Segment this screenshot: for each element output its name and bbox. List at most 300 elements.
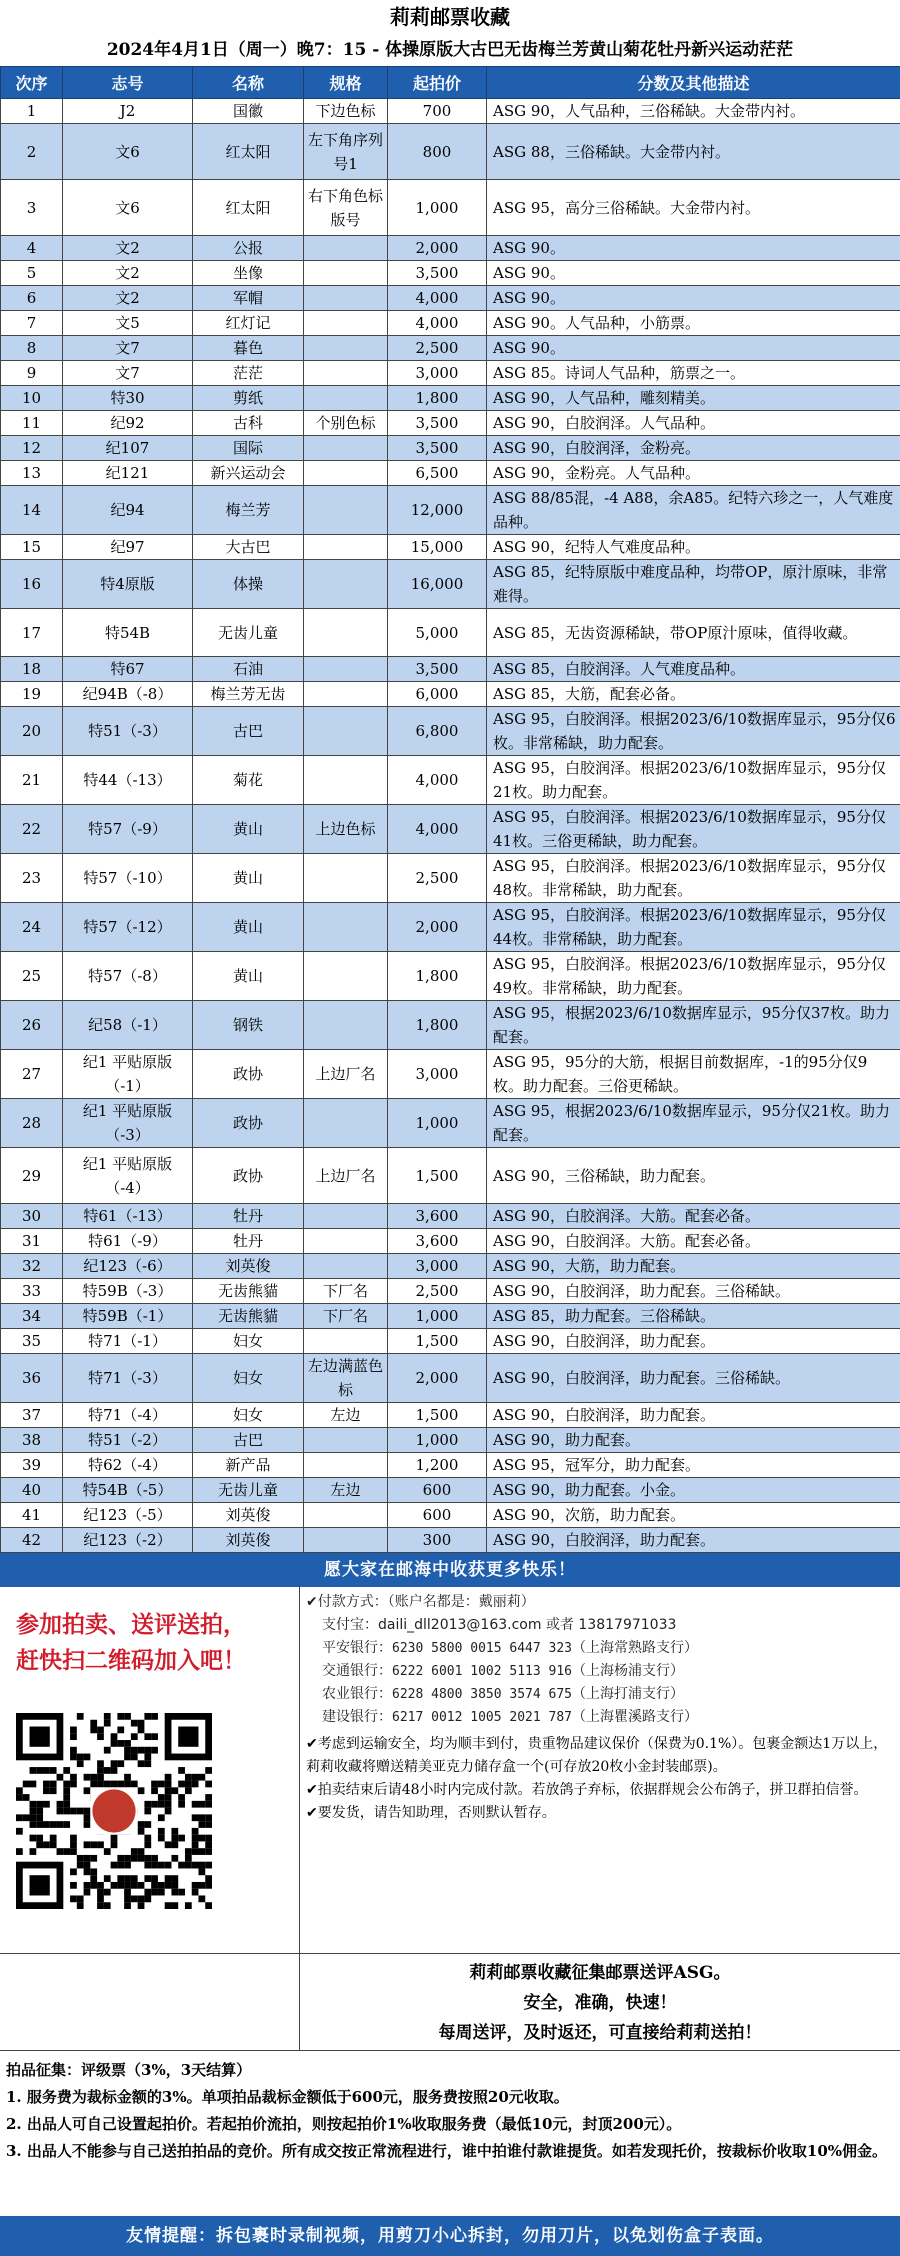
lot-name: 大古巴 [193, 535, 304, 560]
table-row [1, 1001, 900, 1050]
table-row [1, 952, 900, 1001]
lot-desc: ASG 85，纪特原版中难度品种，均带OP，原汁原味，非常难得。 [487, 560, 900, 609]
bank-account: 6228 4800 3850 3574 675 [392, 1687, 573, 1702]
lot-price: 2,500 [388, 336, 487, 361]
invite-line-1: 莉莉邮票收藏征集邮票送评ASG。 [469, 1963, 731, 1983]
lot-spec [304, 1204, 388, 1229]
lot-price: 3,000 [388, 361, 487, 386]
lot-no: 22 [1, 805, 63, 854]
lot-code: 特67 [63, 657, 193, 682]
qr-code-icon[interactable] [16, 1713, 212, 1909]
lot-price: 4,000 [388, 756, 487, 805]
lot-code: 纪121 [63, 461, 193, 486]
bank-account: 6230 5800 0015 6447 323 [392, 1641, 573, 1656]
lot-no: 23 [1, 854, 63, 903]
lot-name: 国际 [193, 436, 304, 461]
lot-desc: ASG 85。诗词人气品种，筋票之一。 [487, 361, 900, 386]
lot-no: 26 [1, 1001, 63, 1050]
lot-name: 妇女 [193, 1329, 304, 1354]
table-row [1, 386, 900, 411]
lot-spec [304, 311, 388, 336]
note-payment-deadline: ✔拍卖结束后请48小时内完成付款。若放鸽子弃标，依据群规会公布鸽子，拼卫群拍信誉。 [306, 1782, 868, 1798]
table-row [1, 261, 900, 286]
lot-name: 刘英俊 [193, 1254, 304, 1279]
lot-code: J2 [63, 99, 193, 124]
lot-desc: ASG 90。 [487, 236, 900, 261]
lot-spec [304, 682, 388, 707]
lot-price: 3,500 [388, 411, 487, 436]
lot-no: 32 [1, 1254, 63, 1279]
lot-no: 2 [1, 124, 63, 180]
table-row [1, 682, 900, 707]
lot-code: 文2 [63, 236, 193, 261]
lot-name: 军帽 [193, 286, 304, 311]
lot-code: 特59B（-3） [63, 1279, 193, 1304]
lot-spec: 左下角序列号1 [304, 124, 388, 180]
lot-code: 特4原版 [63, 560, 193, 609]
table-row [1, 1254, 900, 1279]
lot-code: 特54B（-5） [63, 1478, 193, 1503]
lot-code: 纪1 平贴原版（-1） [63, 1050, 193, 1099]
promo-line-2: 赶快扫二维码加入吧！ [16, 1647, 246, 1674]
lot-name: 黄山 [193, 952, 304, 1001]
lot-price: 600 [388, 1503, 487, 1528]
lot-no: 12 [1, 436, 63, 461]
lot-price: 1,800 [388, 1001, 487, 1050]
lot-name: 体操 [193, 560, 304, 609]
lot-name: 无齿儿童 [193, 1478, 304, 1503]
lot-spec: 个别色标 [304, 411, 388, 436]
lot-no: 39 [1, 1453, 63, 1478]
table-row [1, 535, 900, 560]
lot-name: 梅兰芳无齿 [193, 682, 304, 707]
lot-name: 政协 [193, 1050, 304, 1099]
lot-code: 纪92 [63, 411, 193, 436]
table-row [1, 180, 900, 236]
lot-code: 文2 [63, 286, 193, 311]
lot-spec [304, 1528, 388, 1553]
bank-branch: （上海打浦支行） [572, 1686, 685, 1702]
lot-no: 3 [1, 180, 63, 236]
lot-code: 文6 [63, 180, 193, 236]
lot-desc: ASG 90。 [487, 336, 900, 361]
col-header-spec: 规格 [304, 67, 388, 99]
lot-spec [304, 336, 388, 361]
lot-no: 27 [1, 1050, 63, 1099]
table-row [1, 436, 900, 461]
table-row [1, 903, 900, 952]
table-row [1, 657, 900, 682]
lot-price: 2,500 [388, 1279, 487, 1304]
lot-no: 7 [1, 311, 63, 336]
lot-code: 特59B（-1） [63, 1304, 193, 1329]
lot-code: 特61（-13） [63, 1204, 193, 1229]
lot-price: 700 [388, 99, 487, 124]
lot-price: 1,500 [388, 1329, 487, 1354]
lot-code: 纪123（-2） [63, 1528, 193, 1553]
lot-spec [304, 657, 388, 682]
lot-price: 3,000 [388, 1050, 487, 1099]
lot-desc: ASG 90，助力配套。小金。 [487, 1478, 900, 1503]
lot-spec: 上边厂名 [304, 1050, 388, 1099]
lot-price: 2,000 [388, 1354, 487, 1403]
lot-code: 纪1 平贴原版（-4） [63, 1148, 193, 1204]
lot-spec [304, 560, 388, 609]
lot-no: 35 [1, 1329, 63, 1354]
bank-label: 交通银行： [322, 1663, 392, 1679]
invite-line-3: 每周送评，及时返还，可直接给莉莉送拍！ [438, 2023, 762, 2043]
lot-code: 文2 [63, 261, 193, 286]
table-row [1, 1503, 900, 1528]
lot-desc: ASG 95，根据2023/6/10数据库显示，95分仅21枚。助力配套。 [487, 1099, 900, 1148]
lot-spec [304, 261, 388, 286]
lot-spec [304, 1099, 388, 1148]
bank-label: 平安银行： [322, 1640, 392, 1656]
table-row [1, 1453, 900, 1478]
lot-desc: ASG 90，纪特人气难度品种。 [487, 535, 900, 560]
lot-price: 600 [388, 1478, 487, 1503]
lot-name: 牡丹 [193, 1229, 304, 1254]
lot-spec: 下边色标 [304, 99, 388, 124]
lot-no: 25 [1, 952, 63, 1001]
lot-code: 特71（-4） [63, 1403, 193, 1428]
lot-price: 1,800 [388, 952, 487, 1001]
lot-price: 800 [388, 124, 487, 180]
table-row [1, 1329, 900, 1354]
lot-no: 1 [1, 99, 63, 124]
lot-price: 4,000 [388, 286, 487, 311]
lot-code: 特57（-8） [63, 952, 193, 1001]
lot-spec [304, 903, 388, 952]
lot-desc: ASG 88，三俗稀缺。大金带内衬。 [487, 124, 900, 180]
lot-spec [304, 1254, 388, 1279]
lot-desc: ASG 90，白胶润泽。大筋。配套必备。 [487, 1229, 900, 1254]
lot-no: 21 [1, 756, 63, 805]
lot-no: 29 [1, 1148, 63, 1204]
lot-spec [304, 361, 388, 386]
table-row [1, 124, 900, 180]
mid-banner: 愿大家在邮海中收获更多快乐！ [0, 1553, 900, 1587]
auction-lots-table [0, 66, 900, 1553]
lot-price: 1,500 [388, 1148, 487, 1204]
lot-code: 特51（-2） [63, 1428, 193, 1453]
table-row [1, 236, 900, 261]
lot-code: 特30 [63, 386, 193, 411]
lot-spec [304, 707, 388, 756]
lot-desc: ASG 90，人气品种，雕刻精美。 [487, 386, 900, 411]
lot-name: 石油 [193, 657, 304, 682]
lot-no: 34 [1, 1304, 63, 1329]
alipay-label: 支付宝： [322, 1617, 378, 1633]
lot-name: 菊花 [193, 756, 304, 805]
lot-name: 妇女 [193, 1403, 304, 1428]
lot-no: 41 [1, 1503, 63, 1528]
lot-no: 19 [1, 682, 63, 707]
lot-spec [304, 854, 388, 903]
lot-name: 新兴运动会 [193, 461, 304, 486]
lot-price: 1,000 [388, 1304, 487, 1329]
lot-price: 12,000 [388, 486, 487, 535]
promo-text [0, 1587, 299, 1679]
lot-spec: 下厂名 [304, 1304, 388, 1329]
lot-name: 红太阳 [193, 124, 304, 180]
lot-price: 2,500 [388, 854, 487, 903]
invite-line-2: 安全，准确，快速！ [523, 1993, 677, 2013]
lot-spec [304, 461, 388, 486]
lot-price: 15,000 [388, 535, 487, 560]
table-row [1, 756, 900, 805]
lot-desc: ASG 95，冠军分，助力配套。 [487, 1453, 900, 1478]
invite-section [0, 1954, 900, 2051]
lot-code: 特57（-12） [63, 903, 193, 952]
lot-spec [304, 756, 388, 805]
bank-account: 6222 6001 1002 5113 916 [392, 1664, 573, 1679]
lot-no: 10 [1, 386, 63, 411]
lot-desc: ASG 95，白胶润泽。根据2023/6/10数据库显示，95分仅49枚。非常稀缺，助力配套。 [487, 952, 900, 1001]
lot-no: 40 [1, 1478, 63, 1503]
lot-no: 20 [1, 707, 63, 756]
lot-no: 14 [1, 486, 63, 535]
table-row [1, 1050, 900, 1099]
lot-spec: 左边 [304, 1478, 388, 1503]
lot-spec [304, 486, 388, 535]
table-row [1, 560, 900, 609]
consignment-rules [0, 2051, 900, 2229]
lot-no: 4 [1, 236, 63, 261]
lot-desc: ASG 85，大筋，配套必备。 [487, 682, 900, 707]
lot-spec: 上边色标 [304, 805, 388, 854]
lot-spec [304, 1229, 388, 1254]
table-row [1, 1304, 900, 1329]
lot-code: 纪97 [63, 535, 193, 560]
lot-spec: 下厂名 [304, 1279, 388, 1304]
table-row [1, 286, 900, 311]
lot-desc: ASG 95，白胶润泽。根据2023/6/10数据库显示，95分仅21枚。助力配套。 [487, 756, 900, 805]
lot-no: 8 [1, 336, 63, 361]
invite-spacer [0, 1954, 300, 2050]
bank-label: 农业银行： [322, 1686, 392, 1702]
bank-line [306, 1683, 900, 1706]
contact-section [0, 1587, 900, 1954]
lot-code: 纪1 平贴原版（-3） [63, 1099, 193, 1148]
col-header-desc: 分数及其他描述 [487, 67, 900, 99]
lot-desc: ASG 90，白胶润泽，助力配套。三俗稀缺。 [487, 1354, 900, 1403]
lot-desc: ASG 90。 [487, 286, 900, 311]
lot-no: 13 [1, 461, 63, 486]
lot-code: 特51（-3） [63, 707, 193, 756]
lot-desc: ASG 95，白胶润泽。根据2023/6/10数据库显示，95分仅48枚。非常稀缺，助力配套。 [487, 854, 900, 903]
table-row [1, 1148, 900, 1204]
lot-desc: ASG 95，根据2023/6/10数据库显示，95分仅37枚。助力配套。 [487, 1001, 900, 1050]
lot-code: 特44（-13） [63, 756, 193, 805]
bank-branch: （上海常熟路支行） [572, 1640, 699, 1656]
lot-price: 300 [388, 1528, 487, 1553]
lot-name: 古巴 [193, 1428, 304, 1453]
lot-price: 3,600 [388, 1229, 487, 1254]
lot-name: 刘英俊 [193, 1528, 304, 1553]
bank-branch: （上海杨浦支行） [572, 1663, 685, 1679]
table-row [1, 1403, 900, 1428]
lot-code: 文7 [63, 336, 193, 361]
lot-name: 梅兰芳 [193, 486, 304, 535]
lot-code: 纪94B（-8） [63, 682, 193, 707]
table-row [1, 1099, 900, 1148]
table-row [1, 1229, 900, 1254]
qr-logo-icon [92, 1789, 135, 1832]
lot-no: 16 [1, 560, 63, 609]
bank-line [306, 1660, 900, 1683]
lot-no: 18 [1, 657, 63, 682]
bank-line [306, 1637, 900, 1660]
invite-text [300, 1954, 900, 2050]
lot-price: 3,500 [388, 436, 487, 461]
lot-desc: ASG 90，三俗稀缺，助力配套。 [487, 1148, 900, 1204]
lot-spec [304, 386, 388, 411]
lot-spec [304, 1001, 388, 1050]
lot-name: 妇女 [193, 1354, 304, 1403]
lot-code: 纪123（-5） [63, 1503, 193, 1528]
alipay-line [306, 1614, 900, 1637]
lot-price: 1,500 [388, 1403, 487, 1428]
lot-spec: 左边满蓝色标 [304, 1354, 388, 1403]
lot-name: 红灯记 [193, 311, 304, 336]
table-row [1, 99, 900, 124]
lot-no: 24 [1, 903, 63, 952]
payment-info [300, 1587, 900, 1729]
lot-name: 刘英俊 [193, 1503, 304, 1528]
lot-desc: ASG 90，白胶润泽。大筋。配套必备。 [487, 1204, 900, 1229]
lot-no: 33 [1, 1279, 63, 1304]
lot-name: 黄山 [193, 805, 304, 854]
lot-spec: 上边厂名 [304, 1148, 388, 1204]
lot-no: 6 [1, 286, 63, 311]
lot-price: 4,000 [388, 311, 487, 336]
lot-spec [304, 952, 388, 1001]
lot-price: 1,000 [388, 180, 487, 236]
lot-price: 2,000 [388, 903, 487, 952]
col-header-no: 次序 [1, 67, 63, 99]
lot-no: 38 [1, 1428, 63, 1453]
table-row [1, 609, 900, 657]
lot-price: 1,000 [388, 1099, 487, 1148]
lot-no: 11 [1, 411, 63, 436]
lot-code: 纪94 [63, 486, 193, 535]
lot-no: 15 [1, 535, 63, 560]
lot-code: 特71（-3） [63, 1354, 193, 1403]
lot-code: 特57（-9） [63, 805, 193, 854]
lot-price: 1,800 [388, 386, 487, 411]
lot-desc: ASG 95，95分的大筋，根据目前数据库，-1的95分仅9枚。助力配套。三俗更稀缺。 [487, 1050, 900, 1099]
lot-spec [304, 1428, 388, 1453]
lot-code: 纪107 [63, 436, 193, 461]
lot-desc: ASG 95，高分三俗稀缺。大金带内衬。 [487, 180, 900, 236]
lot-desc: ASG 88/85混，-4 A88，余A85。纪特六珍之一，人气难度品种。 [487, 486, 900, 535]
note-shipping: ✔考虑到运输安全，均为顺丰到付，贵重物品建议保价（保费为0.1%）。包裹金额达1万以上，莉莉收藏将赠送精美亚克力储存盒一个(可存放20枚小金封装邮票)。 [306, 1736, 888, 1775]
lot-spec [304, 436, 388, 461]
lot-desc: ASG 90，白胶润泽，助力配套。 [487, 1528, 900, 1553]
lot-price: 16,000 [388, 560, 487, 609]
lot-desc: ASG 95，白胶润泽。根据2023/6/10数据库显示，95分仅6枚。非常稀缺，助力配套。 [487, 707, 900, 756]
table-header-row [1, 67, 900, 99]
lot-desc: ASG 90，白胶润泽，助力配套。 [487, 1329, 900, 1354]
lot-no: 17 [1, 609, 63, 657]
lot-name: 红太阳 [193, 180, 304, 236]
rules-heading: 拍品征集：评级票（3%，3天结算） [6, 2061, 252, 2079]
note-delivery: ✔要发货，请告知助理，否则默认暂存。 [306, 1805, 556, 1821]
table-row [1, 336, 900, 361]
lot-name: 无齿熊貓 [193, 1304, 304, 1329]
lot-name: 新产品 [193, 1453, 304, 1478]
lot-name: 公报 [193, 236, 304, 261]
lot-name: 坐像 [193, 261, 304, 286]
lot-no: 9 [1, 361, 63, 386]
lot-price: 5,000 [388, 609, 487, 657]
col-header-name: 名称 [193, 67, 304, 99]
lot-spec [304, 286, 388, 311]
lot-code: 特62（-4） [63, 1453, 193, 1478]
lot-code: 特61（-9） [63, 1229, 193, 1254]
lot-name: 剪纸 [193, 386, 304, 411]
lot-spec [304, 535, 388, 560]
lot-desc: ASG 85，无齿资源稀缺，带OP原汁原味，值得收藏。 [487, 609, 900, 657]
lot-no: 36 [1, 1354, 63, 1403]
lot-desc: ASG 90。 [487, 261, 900, 286]
lot-spec [304, 236, 388, 261]
table-row [1, 486, 900, 535]
lot-code: 纪123（-6） [63, 1254, 193, 1279]
lot-desc: ASG 85，助力配套。三俗稀缺。 [487, 1304, 900, 1329]
bank-branch: （上海瞿溪路支行） [572, 1709, 699, 1725]
lot-code: 特54B [63, 609, 193, 657]
rule-3: 3. 出品人不能参与自己送拍拍品的竞价。所有成交按正常流程进行，谁中拍谁付款谁提货。如若发现托价，按裁标价收取10%佣金。 [6, 2142, 888, 2160]
lot-name: 黄山 [193, 854, 304, 903]
lot-price: 6,000 [388, 682, 487, 707]
lot-price: 3,500 [388, 261, 487, 286]
lot-desc: ASG 90，大筋，助力配套。 [487, 1254, 900, 1279]
bank-account: 6217 0012 1005 2021 787 [392, 1710, 573, 1725]
lot-name: 国徽 [193, 99, 304, 124]
table-row [1, 1279, 900, 1304]
lot-spec [304, 1453, 388, 1478]
table-row [1, 805, 900, 854]
lot-name: 茫茫 [193, 361, 304, 386]
promo-panel [0, 1587, 300, 1953]
lot-name: 古巴 [193, 707, 304, 756]
lot-price: 4,000 [388, 805, 487, 854]
lot-no: 30 [1, 1204, 63, 1229]
rule-1: 1. 服务费为裁标金额的3%。单项拍品裁标金额低于600元，服务费按照20元收取。 [6, 2088, 569, 2106]
lot-name: 牡丹 [193, 1204, 304, 1229]
table-row [1, 1354, 900, 1403]
lot-no: 5 [1, 261, 63, 286]
table-row [1, 1528, 900, 1553]
lot-price: 1,000 [388, 1428, 487, 1453]
lot-code: 特71（-1） [63, 1329, 193, 1354]
lot-code: 特57（-10） [63, 854, 193, 903]
lot-name: 政协 [193, 1099, 304, 1148]
lot-price: 2,000 [388, 236, 487, 261]
lot-desc: ASG 95，白胶润泽。根据2023/6/10数据库显示，95分仅41枚。三俗更稀缺，助力配套。 [487, 805, 900, 854]
footer-banner: 友情提醒：拆包裹时录制视频，用剪刀小心拆封，勿用刀片，以免划伤盒子表面。 [0, 2216, 900, 2256]
lot-no: 37 [1, 1403, 63, 1428]
lot-price: 1,200 [388, 1453, 487, 1478]
table-row [1, 361, 900, 386]
lot-name: 古科 [193, 411, 304, 436]
lot-price: 3,500 [388, 657, 487, 682]
table-row [1, 707, 900, 756]
lot-price: 3,000 [388, 1254, 487, 1279]
lot-desc: ASG 90，白胶润泽，助力配套。 [487, 1403, 900, 1428]
